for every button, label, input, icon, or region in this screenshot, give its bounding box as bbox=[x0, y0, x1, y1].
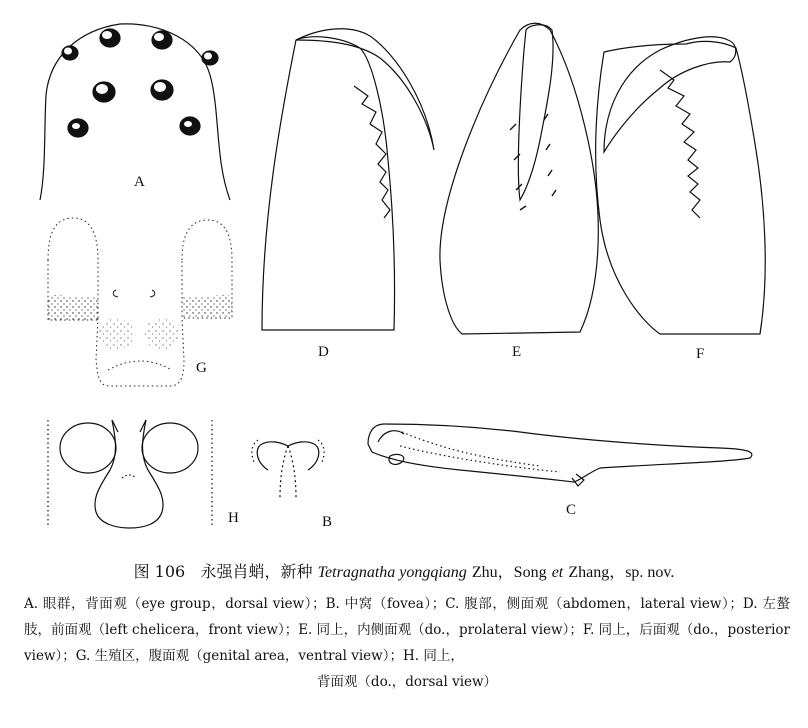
g-mark-right bbox=[150, 290, 155, 297]
species-name-cn: 永强肖蛸，新种 bbox=[200, 562, 313, 581]
eye-pme-left bbox=[100, 29, 120, 47]
panel-c-abdomen bbox=[368, 424, 752, 486]
authors-first: Zhu，Song bbox=[471, 564, 547, 581]
f-teeth bbox=[660, 70, 700, 218]
panel-b-fovea bbox=[252, 440, 324, 498]
panel-label-e: E bbox=[512, 344, 522, 360]
caption-title bbox=[0, 560, 808, 585]
figure-number: 图 106 bbox=[133, 562, 186, 581]
caption-legend bbox=[0, 591, 808, 695]
stipple-g-spot-right bbox=[144, 318, 180, 350]
eye-ple-left bbox=[68, 119, 88, 137]
panel-label-g: G bbox=[196, 360, 207, 376]
panel-label-h: H bbox=[228, 510, 239, 526]
panel-d-chelicera-front bbox=[262, 29, 434, 330]
species-binomial: Tetragnatha yongqiang bbox=[317, 564, 467, 581]
eye-ale-left bbox=[93, 82, 115, 102]
eye-ame-right bbox=[202, 51, 218, 65]
f-fang bbox=[604, 37, 736, 152]
figure-caption bbox=[0, 560, 808, 695]
f-basal-segment bbox=[596, 41, 766, 334]
panel-label-f: F bbox=[696, 346, 705, 362]
panel-h-genital-dorsal bbox=[48, 420, 212, 528]
stipple-g-left bbox=[48, 295, 98, 320]
eye-ame-left bbox=[62, 46, 78, 60]
e-teeth bbox=[510, 114, 556, 210]
eye-ple-right bbox=[180, 117, 200, 135]
authors-et: et bbox=[551, 564, 564, 581]
d-teeth bbox=[354, 86, 390, 218]
legend-text: A. 眼群，背面观（eye group，dorsal view）；B. 中窝（fovea）；C. 腹部，侧面观（abdomen，lateral view）；D. 左螯肢，前面观（left chelicera，front view）；E. 同上，内侧面观（do.，prolateral view）；F. 同上，后面观（do.，posterior view）；G. 生殖区，腹面观（genital area，ventral view）；H. 同上， bbox=[24, 596, 790, 664]
d-basal-segment bbox=[262, 37, 395, 330]
authors-last: Zhang，sp. nov. bbox=[568, 564, 675, 581]
panel-label-b: B bbox=[322, 514, 333, 530]
panel-e-chelicera-prolateral bbox=[440, 23, 598, 334]
d-fang bbox=[296, 29, 434, 150]
eye-pme-right bbox=[152, 31, 172, 49]
e-basal-segment bbox=[440, 23, 598, 334]
eye-ale-right bbox=[151, 80, 173, 100]
stipple-g-right bbox=[182, 295, 232, 318]
g-mark-left bbox=[113, 290, 118, 297]
stipple-g-spot-left bbox=[98, 318, 134, 350]
e-fang bbox=[518, 25, 553, 200]
panel-f-chelicera-posterior bbox=[596, 37, 766, 334]
panel-label-d: D bbox=[318, 344, 329, 360]
panel-label-a: A bbox=[134, 174, 145, 190]
legend-text-last: 背面观（do.，dorsal view） bbox=[316, 674, 498, 690]
panel-label-c: C bbox=[566, 502, 577, 518]
